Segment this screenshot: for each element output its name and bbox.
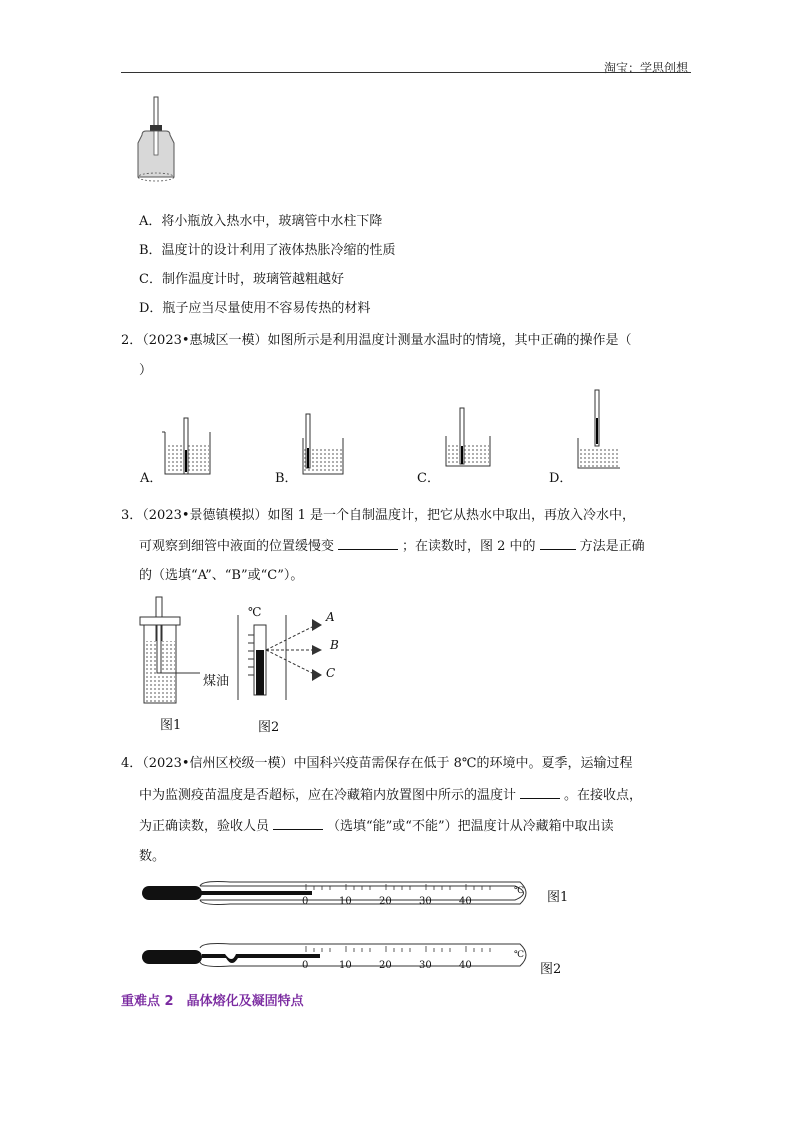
- q2-beaker-options: [140, 388, 620, 484]
- q4-fig1-unit: ℃: [514, 886, 525, 896]
- q3-fig2-reading-diagram: [234, 605, 354, 715]
- beaker-b: [303, 414, 343, 474]
- q3-fig1-liquid-label: 煤油: [203, 674, 230, 689]
- q2-label-a: A．: [140, 471, 163, 486]
- q4-fig1-scale-20: 20: [379, 896, 392, 907]
- q4-blank-2: [273, 817, 323, 830]
- q2-label-d: D．: [549, 471, 573, 486]
- q4-fig2-unit: ℃: [514, 950, 525, 960]
- q4-fig2-caption: 图2: [540, 962, 562, 977]
- beaker-a: [162, 418, 210, 474]
- scale-ticks-2: [306, 946, 490, 952]
- q3-eye-label-b: B: [330, 638, 339, 652]
- beaker-d: [578, 390, 620, 468]
- q4-stem-line2-part1: 中为监测疫苗温度是否超标，应在冷藏箱内放置图中所示的温度计: [139, 788, 517, 803]
- q4-stem-line3-part2: （选填“能”或“不能”）把温度计从冷藏箱中取出读: [327, 819, 614, 834]
- eye-icon-b: [312, 645, 322, 655]
- q4-stem-line1: 4．（2023•信州区校级一模）中国科兴疫苗需保存在低于 8℃的环境中。夏季，运输过程: [121, 756, 633, 771]
- q4-blank-1: [520, 786, 560, 799]
- q3-fig2-unit: ℃: [248, 605, 262, 619]
- q1-option-d: D．瓶子应当尽量使用不容易传热的材料: [139, 301, 371, 316]
- q3-fig1-caption: 图1: [160, 718, 182, 733]
- q3-blank-2: [540, 537, 576, 550]
- q1-option-a: A．将小瓶放入热水中，玻璃管中水柱下降: [139, 214, 383, 229]
- q4-stem-line2-part2: 。在接收点，: [564, 788, 643, 803]
- q3-stem-line2-part2: ；在读数时，图 2 中的: [402, 539, 536, 554]
- q3-stem-line2-part1: 可观察到细管中液面的位置缓慢变: [139, 539, 335, 554]
- q3-stem-line1: 3．（2023•景德镇模拟）如图 1 是一个自制温度计，把它从热水中取出，再放入冷水中，: [121, 508, 636, 523]
- q3-blank-1: [338, 537, 398, 550]
- q2-stem-line2: ）: [139, 363, 153, 378]
- q4-fig1-scale-10: 10: [339, 896, 352, 907]
- q2-label-b: B．: [275, 471, 298, 486]
- q2-label-c: C．: [417, 471, 440, 486]
- q3-fig2-caption: 图2: [258, 720, 280, 735]
- section-heading: 重难点 2 晶体熔化及凝固特点: [121, 994, 304, 1009]
- q1-bottle-figure: [132, 95, 180, 187]
- q3-eye-label-a: A: [326, 610, 335, 624]
- q4-fig2-scale-10: 10: [339, 960, 352, 971]
- q4-fig1-caption: 图1: [547, 890, 569, 905]
- q4-fig2-scale-0: 0: [302, 960, 309, 971]
- header-rule: [121, 72, 691, 73]
- beaker-c: [446, 408, 490, 466]
- scale-ticks-1: [306, 884, 490, 890]
- q3-stem-line3: 的（选填“A”、“B”或“C”）。: [139, 568, 304, 583]
- eye-icon-c: [312, 669, 322, 681]
- q1-option-b: B．温度计的设计利用了液体热胀冷缩的性质: [139, 243, 396, 258]
- q4-fig2-scale-30: 30: [419, 960, 432, 971]
- q4-stem-line3-part1: 为正确读数，验收人员: [139, 819, 270, 834]
- q4-fig1-scale-30: 30: [419, 896, 432, 907]
- q4-stem-line4: 数。: [139, 849, 166, 864]
- q4-fig2-scale-40: 40: [459, 960, 472, 971]
- page-header-text: 淘宝：学思创想: [603, 61, 688, 75]
- eye-icon-a: [312, 619, 322, 631]
- q3-stem-line2: [139, 537, 645, 556]
- q4-stem-line3: [139, 817, 614, 836]
- q1-option-c: C．制作温度计时，玻璃管越粗越好: [139, 272, 344, 287]
- q3-eye-label-c: C: [326, 666, 336, 680]
- q3-stem-line2-part3: 方法是正确: [579, 539, 645, 554]
- q4-stem-line2: [139, 786, 642, 805]
- q2-stem-line1: 2．（2023•惠城区一模）如图所示是利用温度计测量水温时的情境，其中正确的操作是（: [121, 333, 632, 348]
- q3-fig1-homemade-thermometer: [138, 595, 233, 710]
- q4-fig2-scale-20: 20: [379, 960, 392, 971]
- q4-fig1-scale-0: 0: [302, 896, 309, 907]
- q4-fig1-scale-40: 40: [459, 896, 472, 907]
